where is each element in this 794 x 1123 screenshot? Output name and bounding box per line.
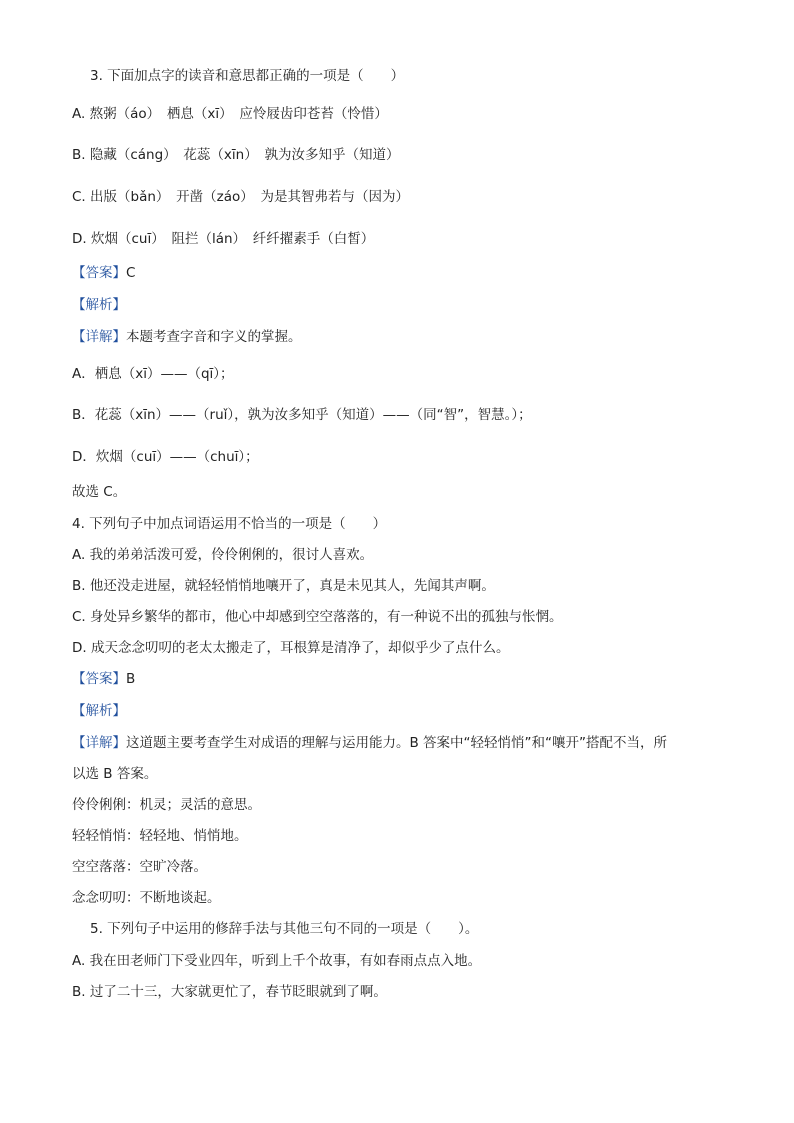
q4-option-c: C. 身处异乡繁华的都市，他心中却感到空空落落的，有一种说不出的孤独与怅惘。 <box>72 609 563 625</box>
q4-note-3: 空空落落：空旷冷落。 <box>72 859 207 875</box>
q5-option-b: B. 过了二十三，大家就更忙了，春节眨眼就到了啊。 <box>72 984 387 1000</box>
q4-answer <box>72 669 135 689</box>
q5-option-a: A. 我在田老师门下受业四年，听到上千个故事，有如春雨点点入地。 <box>72 953 482 969</box>
detail-text: 这道题主要考查学生对成语的理解与运用能力。B 答案中“轻轻悄悄”和“嚷开”搭配不当，所 <box>126 735 668 751</box>
detail-text: 本题考查字音和字义的掌握。 <box>126 329 302 345</box>
q4-analysis-heading <box>72 701 126 721</box>
answer-value: C <box>126 265 136 281</box>
q4-option-a: A. 我的弟弟活泼可爱，伶伶俐俐的，很讨人喜欢。 <box>72 547 374 563</box>
q3-note-b: B．花蕊（xīn）——（ruǐ），孰为汝多知乎（知道）——（同“智”，智慧。）； <box>72 407 532 423</box>
answer-tag: 【答案】 <box>72 265 126 281</box>
q3-option-b: B. 隐藏（cáng） 花蕊（xīn） 孰为汝多知乎（知道） <box>72 147 400 163</box>
q3-note-a: A．栖息（xī）——（qī）； <box>72 366 234 382</box>
q3-option-c: C. 出版（bǎn） 开凿（záo） 为是其智弗若与（因为） <box>72 189 410 205</box>
q4-option-b: B. 他还没走进屋，就轻轻悄悄地嚷开了，真是未见其人，先闻其声啊。 <box>72 578 495 594</box>
q3-detail <box>72 327 302 347</box>
analysis-tag: 【解析】 <box>72 297 126 313</box>
q4-detail <box>72 733 667 753</box>
q4-option-d: D. 成天念念叨叨的老太太搬走了，耳根算是清净了，却似乎少了点什么。 <box>72 640 510 656</box>
q3-note-d: D．炊烟（cuī）——（chuī）； <box>72 449 259 465</box>
q3-option-d: D. 炊烟（cuī） 阻拦（lán） 纤纤擢素手（白皙） <box>72 231 375 247</box>
q3-option-a: A. 熬粥（áo） 栖息（xī） 应怜屐齿印苍苔（怜惜） <box>72 106 388 122</box>
detail-tag: 【详解】 <box>72 329 126 345</box>
q4-note-4: 念念叨叨：不断地谈起。 <box>72 890 221 906</box>
answer-value: B <box>126 671 136 687</box>
answer-tag: 【答案】 <box>72 671 126 687</box>
detail-tag: 【详解】 <box>72 735 126 751</box>
q3-conclusion: 故选 C。 <box>72 484 127 500</box>
q3-stem: 3. 下面加点字的读音和意思都正确的一项是（ ） <box>90 68 405 84</box>
analysis-tag: 【解析】 <box>72 703 126 719</box>
q5-stem: 5. 下列句子中运用的修辞手法与其他三句不同的一项是（ ）。 <box>90 921 479 937</box>
q3-answer <box>72 263 135 283</box>
q4-detail-cont: 以选 B 答案。 <box>72 766 158 782</box>
q4-stem: 4. 下列句子中加点词语运用不恰当的一项是（ ） <box>72 516 387 532</box>
q3-analysis-heading <box>72 295 126 315</box>
q4-note-1: 伶伶俐俐：机灵；灵活的意思。 <box>72 797 261 813</box>
q4-note-2: 轻轻悄悄：轻轻地、悄悄地。 <box>72 828 248 844</box>
